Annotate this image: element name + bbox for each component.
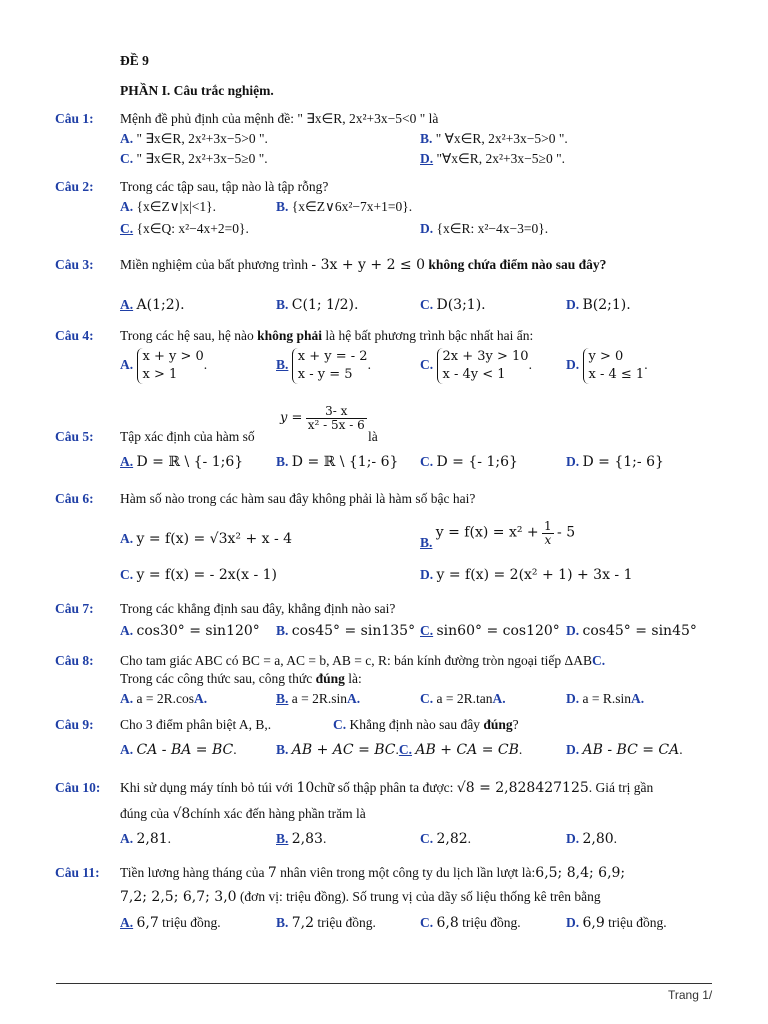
option[interactable]: A. 6,7 triệu đồng. bbox=[120, 915, 221, 931]
option[interactable]: D. cos45° = sin45° bbox=[566, 623, 697, 639]
option[interactable]: C. a = 2R.tanA. bbox=[420, 691, 506, 706]
question-label: Câu 5: bbox=[55, 429, 94, 444]
question-label: Câu 8: bbox=[55, 653, 94, 668]
option[interactable]: D. D = {1;- 6} bbox=[566, 454, 664, 470]
option[interactable]: D. 2,80. bbox=[566, 831, 618, 847]
question-label: Câu 7: bbox=[55, 601, 94, 616]
option[interactable]: D. 6,9 triệu đồng. bbox=[566, 915, 667, 931]
option[interactable]: C. D(3;1). bbox=[420, 297, 486, 313]
question-text: 7,2; 2,5; 6,7; 3,0 (đơn vị: triệu đồng). Số trung vị của dãy số liệu thống kê trên bằng bbox=[120, 889, 601, 905]
question-tail: là bbox=[368, 429, 378, 444]
option-system[interactable]: C. 2x + 3y > 10 x - 4y < 1 . bbox=[420, 349, 532, 382]
option[interactable]: B. AB + AC = BC.C. AB + CA = CB. bbox=[276, 742, 523, 758]
option-system[interactable]: A. x + y > 0 x > 1 . bbox=[120, 349, 208, 382]
section-heading: PHẦN I. Câu trắc nghiệm. bbox=[120, 83, 274, 98]
option[interactable]: B. 2,83. bbox=[276, 831, 327, 847]
option[interactable]: D. AB - BC = CA. bbox=[566, 742, 683, 758]
option[interactable]: C. 2,82. bbox=[420, 831, 472, 847]
option[interactable]: C. " ∃x∈R, 2x²+3x−5≥0 ". bbox=[120, 151, 268, 166]
option-system[interactable]: B. x + y = - 2 x - y = 5 . bbox=[276, 349, 371, 382]
question-label: Câu 2: bbox=[55, 179, 94, 194]
function-formula: y = $\frac{3- x}{\text{x² - 5x - 6}}$ bbox=[280, 404, 365, 432]
page-number: Trang 1/ bbox=[668, 988, 713, 1002]
question-text: Tập xác định của hàm số bbox=[120, 429, 255, 444]
option[interactable]: B. 7,2 triệu đồng. bbox=[276, 915, 376, 931]
option[interactable]: D. y = f(x) = 2(x² + 1) + 3x - 1 bbox=[420, 567, 633, 583]
option[interactable]: A. {x∈Z∨|x|<1}. bbox=[120, 199, 216, 214]
question-text: Trong các công thức sau, công thức đúng là: bbox=[120, 671, 362, 686]
option-system[interactable]: D. y > 0 x - 4 ≤ 1 . bbox=[566, 349, 648, 382]
question-label: Câu 11: bbox=[55, 865, 100, 880]
question-text: Cho tam giác ABC có BC = a, AC = b, AB = c, R: bán kính đường tròn ngoại tiếp ΔABC. bbox=[120, 653, 606, 668]
question-text: Mệnh đề phủ định của mệnh đề: " ∃x∈R, 2x²+3x−5<0 " là bbox=[120, 111, 439, 126]
option[interactable]: B. {x∈Z∨6x²−7x+1=0}. bbox=[276, 199, 413, 214]
option[interactable]: C. 6,8 triệu đồng. bbox=[420, 915, 521, 931]
question-text: Hàm số nào trong các hàm sau đây không phải là hàm số bậc hai? bbox=[120, 491, 476, 506]
option[interactable]: A. 2,81. bbox=[120, 831, 172, 847]
option[interactable]: A. CA - BA = BC. bbox=[120, 742, 237, 758]
option[interactable]: C. {x∈Q: x²−4x+2=0}. bbox=[120, 221, 249, 236]
question-text: Trong các hệ sau, hệ nào không phải là hệ bất phương trình bậc nhất hai ẩn: bbox=[120, 328, 534, 343]
exam-title: ĐỀ 9 bbox=[120, 53, 149, 68]
question-text: Tiền lương hàng tháng của 7 nhân viên trong một công ty du lịch lần lượt là:6,5; 8,4; 6,9; bbox=[120, 865, 626, 881]
option[interactable]: B. " ∀x∈R, 2x²+3x−5>0 ". bbox=[420, 131, 568, 146]
option[interactable]: A. cos30° = sin120° bbox=[120, 623, 260, 639]
question-label: Câu 9: bbox=[55, 717, 94, 732]
question-text: Khi sử dụng máy tính bỏ túi với 10chữ số thập phân ta được: √8 = 2,828427125. Giá trị gần bbox=[120, 780, 654, 796]
option[interactable]: D. {x∈R: x²−4x−3=0}. bbox=[420, 221, 549, 236]
option[interactable]: A. y = f(x) = √3x² + x - 4 bbox=[120, 531, 293, 547]
option[interactable]: D. B(2;1). bbox=[566, 297, 631, 313]
question-label: Câu 3: bbox=[55, 257, 94, 272]
question-text: đúng của √8chính xác đến hàng phần trăm là bbox=[120, 806, 366, 822]
option[interactable]: B. C(1; 1/2). bbox=[276, 297, 359, 313]
question-text: Cho 3 điểm phân biệt A, B,. bbox=[120, 717, 272, 732]
option[interactable]: B. a = 2R.sinA. bbox=[276, 691, 361, 706]
option[interactable]: A. a = 2R.cosA. bbox=[120, 691, 208, 706]
option[interactable]: C. sin60° = cos120° bbox=[420, 623, 560, 639]
equation-system: x + y > 0 x > 1 bbox=[137, 348, 204, 384]
question-label: Câu 10: bbox=[55, 780, 101, 795]
option[interactable]: C. D = {- 1;6} bbox=[420, 454, 518, 470]
equation-system: x + y = - 2 x - y = 5 bbox=[292, 348, 368, 384]
option[interactable]: B. cos45° = sin135° bbox=[276, 623, 416, 639]
question-text: Trong các tập sau, tập nào là tập rỗng? bbox=[120, 179, 329, 194]
question-text: C. Khẳng định nào sau đây đúng? bbox=[333, 717, 519, 732]
equation-system: 2x + 3y > 10 x - 4y < 1 bbox=[437, 348, 529, 384]
question-text: Miền nghiệm của bất phương trình - 3x + y + 2 ≤ 0 không chứa điểm nào sau đây? bbox=[120, 257, 607, 273]
question-label: Câu 1: bbox=[55, 111, 94, 126]
option[interactable]: A. D = ℝ \ {- 1;6} bbox=[120, 454, 244, 470]
question-text: Trong các khẳng định sau đây, khẳng định nào sai? bbox=[120, 601, 396, 616]
footer-divider bbox=[56, 983, 712, 984]
option[interactable]: B. y = f(x) = x² + $\frac{1}{x}$ - 5 bbox=[420, 519, 576, 550]
equation-system: y > 0 x - 4 ≤ 1 bbox=[583, 348, 645, 384]
option[interactable]: B. D = ℝ \ {1;- 6} bbox=[276, 454, 399, 470]
question-label: Câu 6: bbox=[55, 491, 94, 506]
option[interactable]: D. a = R.sinA. bbox=[566, 691, 645, 706]
option[interactable]: D. "∀x∈R, 2x²+3x−5≥0 ". bbox=[420, 151, 565, 166]
option[interactable]: A. A(1;2). bbox=[120, 297, 185, 313]
option[interactable]: C. y = f(x) = - 2x(x - 1) bbox=[120, 567, 278, 583]
question-label: Câu 4: bbox=[55, 328, 94, 343]
option[interactable]: A. " ∃x∈R, 2x²+3x−5>0 ". bbox=[120, 131, 268, 146]
